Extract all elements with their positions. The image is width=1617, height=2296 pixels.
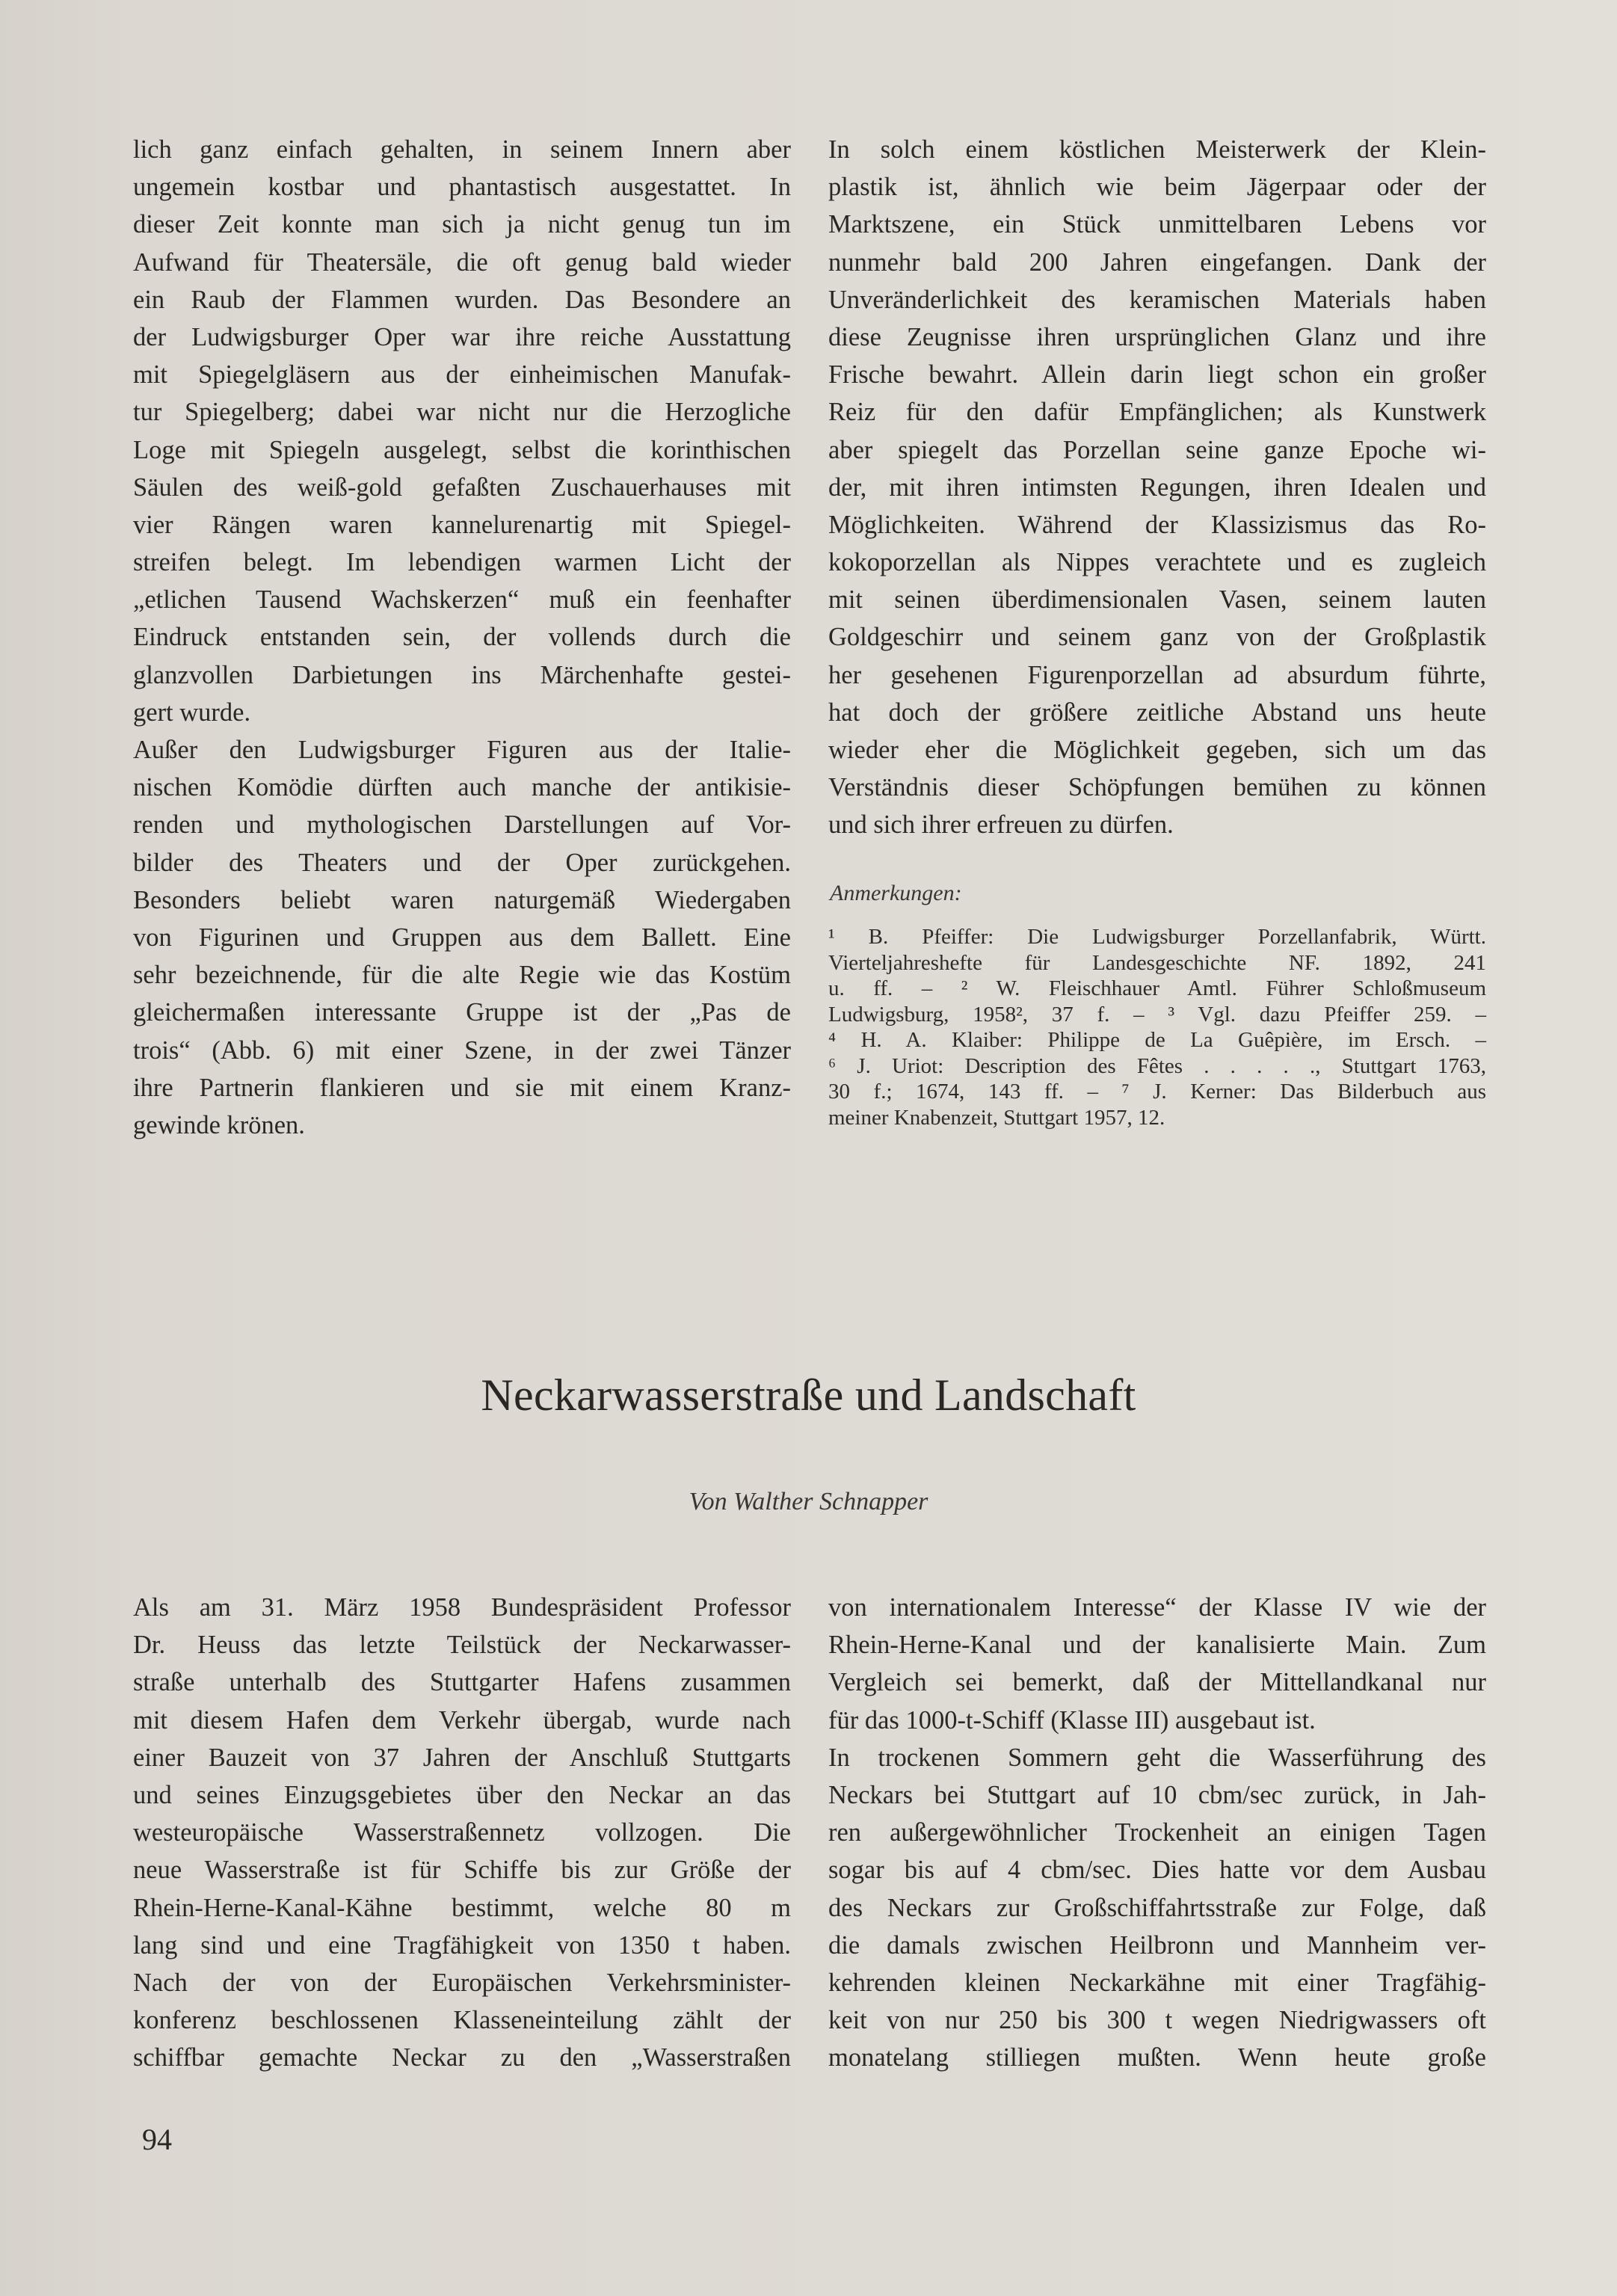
text-line: glanzvollen Darbietungen ins Märchenhafte gestei- [133, 660, 791, 689]
text-line: monatelang stilliegen mußten. Wenn heute große [828, 2043, 1486, 2072]
text-line: Rhein-Herne-Kanal-Kähne bestimmt, welche 80 m [133, 1893, 791, 1922]
text-line: nischen Komödie dürften auch manche der antikisie- [133, 773, 791, 802]
text-line: und seines Einzugsgebietes über den Neckar an das [133, 1780, 791, 1809]
text-line: 30 f.; 1674, 143 ff. – ⁷ J. Kerner: Das Bilderbuch aus [828, 1080, 1486, 1104]
text-line: kokoporzellan als Nippes verachtete und es zugleich [828, 548, 1486, 577]
text-line: ungemein kostbar und phantastisch ausgestattet. In [133, 173, 791, 202]
text-line: Vierteljahreshefte für Landesgeschichte NF. 1892, 241 [828, 950, 1486, 975]
text-line: u. ff. – ² W. Fleischhauer Amtl. Führer Schloßmuseum [828, 976, 1486, 1000]
text-line: Dr. Heuss das letzte Teilstück der Neckarwasser- [133, 1631, 791, 1660]
text-line: und sich ihrer erfreuen zu dürfen. [828, 810, 1174, 840]
text-line: ren außergewöhnlicher Trockenheit an einigen Tagen [828, 1818, 1486, 1847]
text-line: bilder des Theaters und der Oper zurückgehen. [133, 848, 791, 877]
text-line: keit von nur 250 bis 300 t wegen Niedrigwassers oft [828, 2006, 1486, 2035]
text-line: gleichermaßen interessante Gruppe ist der „Pas de [133, 998, 791, 1027]
text-line: streifen belegt. Im lebendigen warmen Licht der [133, 548, 791, 577]
text-line: Ludwigsburg, 1958², 37 f. – ³ Vgl. dazu Pfeiffer 259. – [828, 1002, 1486, 1027]
text-line: tur Spiegelberg; dabei war nicht nur die Herzogliche [133, 398, 791, 427]
text-line: mit seinen überdimensionalen Vasen, seinem lauten [828, 585, 1486, 615]
text-line: ein Raub der Flammen wurden. Das Besondere an [133, 285, 791, 314]
article-byline: Von Walther Schnapper [689, 1488, 928, 1515]
text-line: mit diesem Hafen dem Verkehr übergab, wurde nach [133, 1705, 791, 1735]
text-line: her gesehenen Figurenporzellan ad absurdum führte, [828, 660, 1486, 689]
text-line: Aufwand für Theatersäle, die oft genug bald wieder [133, 247, 791, 277]
text-line: kehrenden kleinen Neckarkähne mit einer Tragfähig- [828, 1968, 1486, 1997]
text-line: sogar bis auf 4 cbm/sec. Dies hatte vor dem Ausbau [828, 1856, 1486, 1885]
text-line: aber spiegelt das Porzellan seine ganze Epoche wi- [828, 435, 1486, 464]
text-line: gewinde krönen. [133, 1110, 305, 1139]
article-title: Neckarwasserstraße und Landschaft [481, 1370, 1136, 1420]
text-line: Goldgeschirr und seinem ganz von der Großplastik [828, 623, 1486, 652]
text-line: In solch einem köstlichen Meisterwerk der Klein- [828, 135, 1486, 164]
text-line: ⁴ H. A. Klaiber: Philippe de La Guêpière, im Ersch. – [828, 1028, 1486, 1052]
text-line: ihre Partnerin flankieren und sie mit einem Kranz- [133, 1073, 791, 1102]
text-line: hat doch der größere zeitliche Abstand uns heute [828, 698, 1486, 727]
text-line: ⁶ J. Uriot: Description des Fêtes . . . . ., Stuttgart 1763, [828, 1053, 1486, 1078]
text-line: des Neckars zur Großschiffahrtsstraße zur Folge, daß [828, 1893, 1486, 1922]
text-line: Außer den Ludwigsburger Figuren aus der Italie- [133, 736, 791, 764]
text-line: plastik ist, ähnlich wie beim Jägerpaar oder der [828, 173, 1486, 202]
text-line: Möglichkeiten. Während der Klassizismus das Ro- [828, 510, 1486, 539]
text-line: Loge mit Spiegeln ausgelegt, selbst die korinthischen [133, 435, 791, 464]
text-line: konferenz beschlossenen Klasseneinteilung zählt der [133, 2006, 791, 2035]
text-line: gert wurde. [133, 698, 251, 727]
article-left-column [133, 1589, 791, 2076]
text-line: Neckars bei Stuttgart auf 10 cbm/sec zurück, in Jah- [828, 1780, 1486, 1809]
text-line: Marktszene, ein Stück unmittelbaren Lebens vor [828, 210, 1486, 239]
text-line: meiner Knabenzeit, Stuttgart 1957, 12. [828, 1105, 1165, 1130]
text-line: für das 1000-t-Schiff (Klasse III) ausgebaut ist. [828, 1705, 1316, 1735]
text-line: einer Bauzeit von 37 Jahren der Anschluß Stuttgarts [133, 1743, 791, 1772]
text-line: Als am 31. März 1958 Bundespräsident Professor [133, 1593, 791, 1622]
text-line: Unveränderlichkeit des keramischen Materials haben [828, 285, 1486, 314]
text-line: der, mit ihren intimsten Regungen, ihren Idealen und [828, 473, 1486, 502]
text-line: Vergleich sei bemerkt, daß der Mittellandkanal nur [828, 1668, 1486, 1697]
notes-heading: Anmerkungen: [830, 881, 962, 905]
footnotes [828, 924, 1486, 1130]
text-line: dieser Zeit konnte man sich ja nicht genug tun im [133, 210, 791, 239]
text-line: Reiz für den dafür Empfänglichen; als Kunstwerk [828, 398, 1486, 427]
text-line: von internationalem Interesse“ der Klasse IV wie der [828, 1593, 1486, 1622]
text-line: schiffbar gemachte Neckar zu den „Wasserstraßen [133, 2043, 791, 2072]
text-line: Nach der von der Europäischen Verkehrsminister- [133, 1968, 791, 1997]
text-line: mit Spiegelgläsern aus der einheimischen Manufak- [133, 360, 791, 390]
article-right-column [828, 1589, 1486, 2076]
text-line: nunmehr bald 200 Jahren eingefangen. Dank der [828, 247, 1486, 277]
text-line: neue Wasserstraße ist für Schiffe bis zur Größe der [133, 1856, 791, 1885]
text-line: „etlichen Tausend Wachskerzen“ muß ein feenhafter [133, 585, 791, 615]
text-line: vier Rängen waren kannelurenartig mit Spiegel- [133, 510, 791, 539]
text-line: straße unterhalb des Stuttgarter Hafens zusammen [133, 1668, 791, 1697]
text-line: Säulen des weiß-gold gefaßten Zuschauerhauses mit [133, 473, 791, 502]
text-line: Verständnis dieser Schöpfungen bemühen zu können [828, 773, 1486, 802]
text-line: von Figurinen und Gruppen aus dem Ballett. Eine [133, 923, 791, 952]
text-line: westeuropäische Wasserstraßennetz vollzogen. Die [133, 1818, 791, 1847]
previous-article-left-column [133, 131, 791, 1144]
text-line: In trockenen Sommern geht die Wasserführung des [828, 1743, 1486, 1772]
text-line: diese Zeugnisse ihren ursprünglichen Glanz und ihre [828, 322, 1486, 351]
page-number: 94 [142, 2123, 172, 2156]
text-line: Eindruck entstanden sein, der vollends durch die [133, 623, 791, 652]
text-line: wieder eher die Möglichkeit gegeben, sich um das [828, 736, 1486, 764]
text-line: sehr bezeichnende, für die alte Regie wie das Kostüm [133, 961, 791, 990]
text-line: der Ludwigsburger Oper war ihre reiche Ausstattung [133, 322, 791, 351]
text-line: lang sind und eine Tragfähigkeit von 1350 t haben. [133, 1930, 791, 1960]
text-line: renden und mythologischen Darstellungen auf Vor- [133, 810, 791, 840]
text-line: trois“ (Abb. 6) mit einer Szene, in der zwei Tänzer [133, 1035, 791, 1065]
text-line: Rhein-Herne-Kanal und der kanalisierte Main. Zum [828, 1631, 1486, 1660]
text-line: die damals zwischen Heilbronn und Mannheim ver- [828, 1930, 1486, 1960]
text-line: Besonders beliebt waren naturgemäß Wiedergaben [133, 885, 791, 914]
text-line: Frische bewahrt. Allein darin liegt schon ein großer [828, 360, 1486, 390]
text-line: ¹ B. Pfeiffer: Die Ludwigsburger Porzellanfabrik, Württ. [828, 925, 1486, 949]
text-line: lich ganz einfach gehalten, in seinem Innern aber [133, 135, 791, 164]
previous-article-right-column [828, 131, 1486, 844]
